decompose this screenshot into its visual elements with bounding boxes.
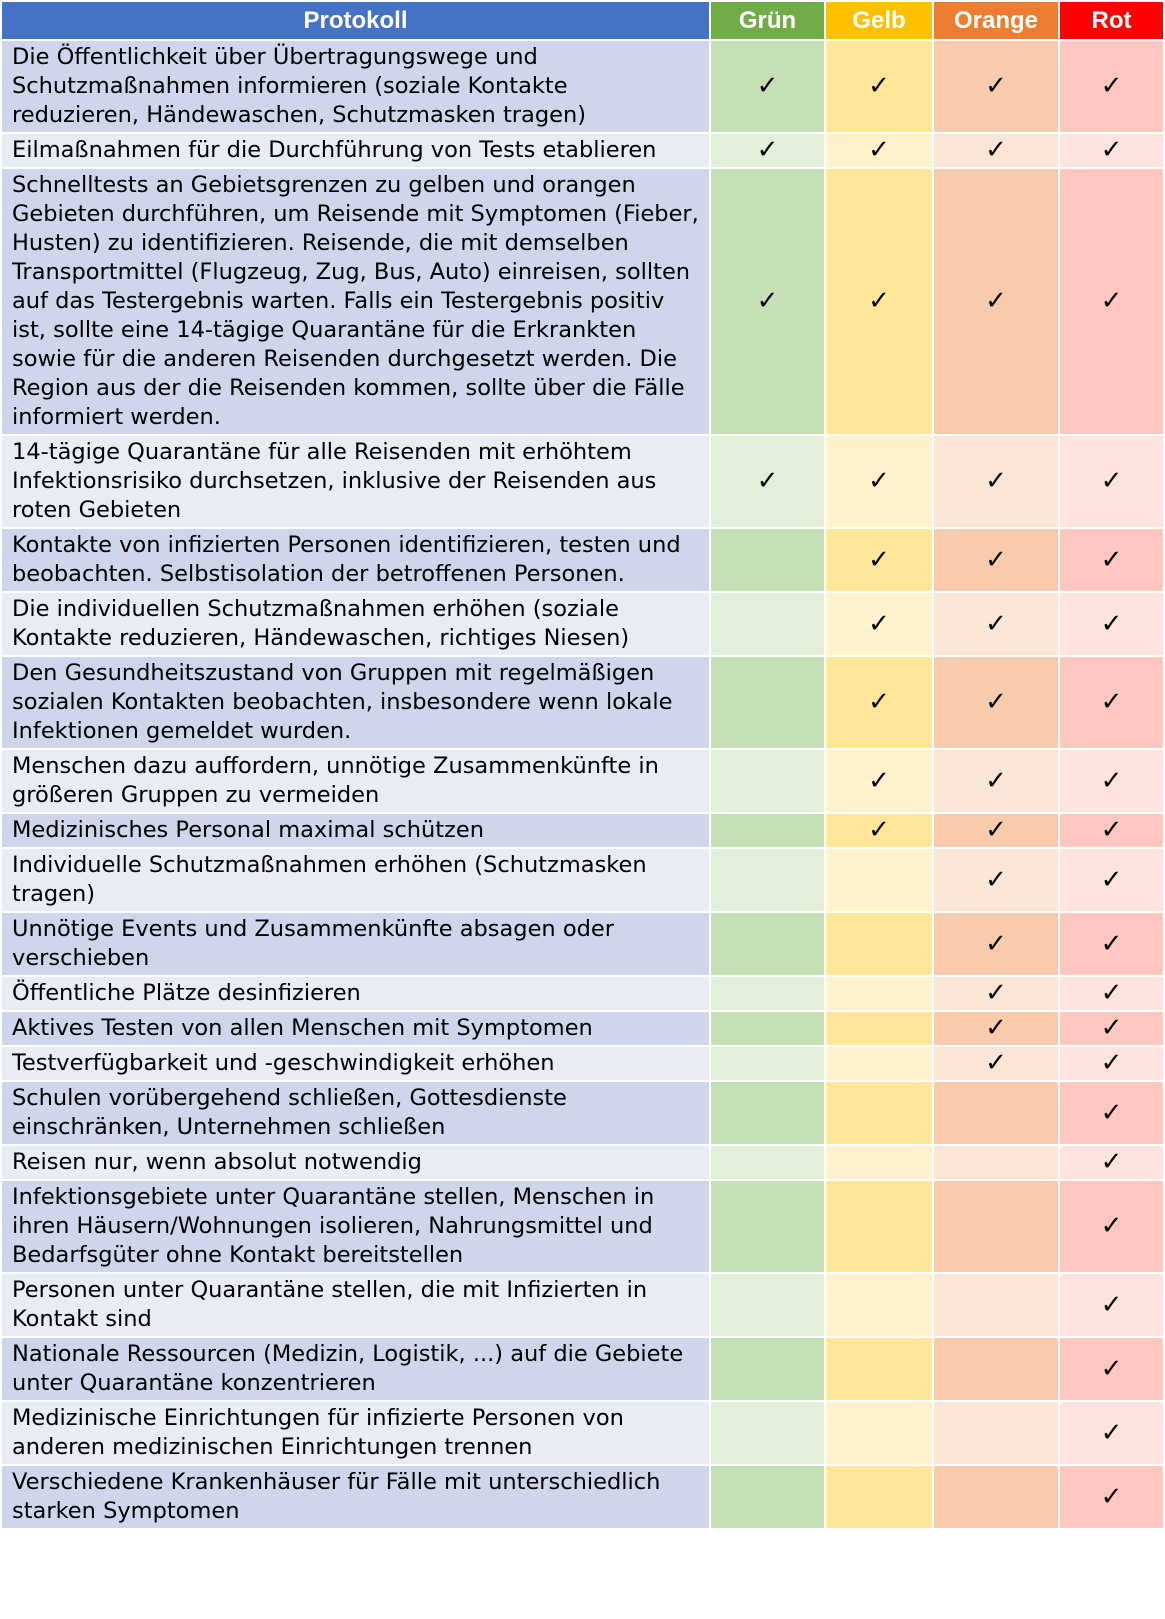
- table-row: [2, 134, 1163, 167]
- protocol-text: Infektionsgebiete unter Quarantäne stellen, Menschen in ihren Häusern/Wohnungen isolieren, Nahrungsmittel und Bedarfsgüter ohne Kontakt bereitstellen: [2, 1181, 709, 1272]
- yellow-check: ✓: [826, 529, 932, 591]
- table-row: [2, 1274, 1163, 1336]
- header-protocol: Protokoll: [2, 2, 709, 39]
- red-check: ✓: [1060, 436, 1163, 527]
- red-check: ✓: [1060, 1181, 1163, 1272]
- red-check: ✓: [1060, 529, 1163, 591]
- green-check: ✓: [711, 436, 824, 527]
- protocol-text: Individuelle Schutzmaßnahmen erhöhen (Schutzmasken tragen): [2, 849, 709, 911]
- table-row: [2, 1181, 1163, 1272]
- yellow-check: [826, 1146, 932, 1179]
- green-check: [711, 750, 824, 812]
- yellow-check: [826, 977, 932, 1010]
- table-row: [2, 913, 1163, 975]
- protocol-text: Personen unter Quarantäne stellen, die mit Infizierten in Kontakt sind: [2, 1274, 709, 1336]
- table-row: [2, 657, 1163, 748]
- protocol-text: Schulen vorübergehend schließen, Gottesdienste einschränken, Unternehmen schließen: [2, 1082, 709, 1144]
- orange-check: ✓: [934, 913, 1058, 975]
- yellow-check: ✓: [826, 436, 932, 527]
- red-check: ✓: [1060, 657, 1163, 748]
- table-row: [2, 1012, 1163, 1045]
- protocol-text: Menschen dazu auffordern, unnötige Zusammenkünfte in größeren Gruppen zu vermeiden: [2, 750, 709, 812]
- green-check: [711, 593, 824, 655]
- red-check: ✓: [1060, 1082, 1163, 1144]
- orange-check: [934, 1466, 1058, 1528]
- table-row: [2, 977, 1163, 1010]
- orange-check: ✓: [934, 814, 1058, 847]
- table-row: [2, 1402, 1163, 1464]
- yellow-check: ✓: [826, 169, 932, 434]
- red-check: ✓: [1060, 814, 1163, 847]
- header-yellow: Gelb: [826, 2, 932, 39]
- yellow-check: [826, 1181, 932, 1272]
- orange-check: ✓: [934, 593, 1058, 655]
- protocol-text: Eilmaßnahmen für die Durchführung von Tests etablieren: [2, 134, 709, 167]
- red-check: ✓: [1060, 1466, 1163, 1528]
- table-row: [2, 1047, 1163, 1080]
- red-check: ✓: [1060, 169, 1163, 434]
- red-check: ✓: [1060, 134, 1163, 167]
- header-green: Grün: [711, 2, 824, 39]
- orange-check: [934, 1338, 1058, 1400]
- red-check: ✓: [1060, 1338, 1163, 1400]
- header-orange: Orange: [934, 2, 1058, 39]
- yellow-check: ✓: [826, 41, 932, 132]
- protocol-text: Unnötige Events und Zusammenkünfte absagen oder verschieben: [2, 913, 709, 975]
- yellow-check: ✓: [826, 134, 932, 167]
- table-row: [2, 849, 1163, 911]
- protocol-text: Öffentliche Plätze desinfizieren: [2, 977, 709, 1010]
- red-check: ✓: [1060, 1146, 1163, 1179]
- green-check: [711, 1402, 824, 1464]
- protocol-text: Schnelltests an Gebietsgrenzen zu gelben und orangen Gebieten durchführen, um Reisende mit Symptomen (Fieber, Husten) zu identifizieren. Reisende, die mit demselben Transportmittel (Flugzeug, Zug, Bus, Auto) einreisen, sollten auf das Testergebnis warten. Falls ein Testergebnis positiv ist, sollte eine 14-tägige Quarantäne für die Erkrankten sowie für die anderen Reisenden durchgesetzt werden. Die Region aus der die Reisenden kommen, sollte über die Fälle informiert werden.: [2, 169, 709, 434]
- red-check: ✓: [1060, 41, 1163, 132]
- orange-check: ✓: [934, 657, 1058, 748]
- green-check: [711, 1338, 824, 1400]
- yellow-check: [826, 1402, 932, 1464]
- green-check: [711, 529, 824, 591]
- yellow-check: [826, 1012, 932, 1045]
- red-check: ✓: [1060, 913, 1163, 975]
- yellow-check: [826, 913, 932, 975]
- red-check: ✓: [1060, 750, 1163, 812]
- table-row: [2, 1466, 1163, 1528]
- orange-check: [934, 1181, 1058, 1272]
- orange-check: [934, 1146, 1058, 1179]
- green-check: [711, 1181, 824, 1272]
- table-row: [2, 593, 1163, 655]
- orange-check: ✓: [934, 849, 1058, 911]
- table-body: [2, 41, 1163, 1528]
- orange-check: ✓: [934, 134, 1058, 167]
- protocol-text: Aktives Testen von allen Menschen mit Symptomen: [2, 1012, 709, 1045]
- header-red: Rot: [1060, 2, 1163, 39]
- green-check: [711, 1274, 824, 1336]
- table-row: [2, 41, 1163, 132]
- red-check: ✓: [1060, 1047, 1163, 1080]
- orange-check: [934, 1082, 1058, 1144]
- table-row: [2, 814, 1163, 847]
- table-row: [2, 1146, 1163, 1179]
- green-check: [711, 1012, 824, 1045]
- yellow-check: [826, 849, 932, 911]
- protocol-text: Den Gesundheitszustand von Gruppen mit regelmäßigen sozialen Kontakten beobachten, insbesondere wenn lokale Infektionen gemeldet wurden.: [2, 657, 709, 748]
- green-check: ✓: [711, 169, 824, 434]
- green-check: [711, 849, 824, 911]
- protocol-text: Verschiedene Krankenhäuser für Fälle mit unterschiedlich starken Symptomen: [2, 1466, 709, 1528]
- orange-check: ✓: [934, 529, 1058, 591]
- red-check: ✓: [1060, 1402, 1163, 1464]
- yellow-check: [826, 1082, 932, 1144]
- protocol-text: Medizinisches Personal maximal schützen: [2, 814, 709, 847]
- orange-check: ✓: [934, 436, 1058, 527]
- red-check: ✓: [1060, 849, 1163, 911]
- orange-check: ✓: [934, 41, 1058, 132]
- yellow-check: [826, 1047, 932, 1080]
- table-row: [2, 1338, 1163, 1400]
- green-check: ✓: [711, 134, 824, 167]
- green-check: [711, 1047, 824, 1080]
- table-row: [2, 529, 1163, 591]
- yellow-check: [826, 1466, 932, 1528]
- yellow-check: [826, 1274, 932, 1336]
- protocol-text: Reisen nur, wenn absolut notwendig: [2, 1146, 709, 1179]
- yellow-check: [826, 1338, 932, 1400]
- yellow-check: ✓: [826, 593, 932, 655]
- green-check: [711, 1082, 824, 1144]
- protocol-text: 14-tägige Quarantäne für alle Reisenden mit erhöhtem Infektionsrisiko durchsetzen, inklusive der Reisenden aus roten Gebieten: [2, 436, 709, 527]
- header-row: [2, 2, 1163, 39]
- orange-check: [934, 1402, 1058, 1464]
- yellow-check: ✓: [826, 814, 932, 847]
- yellow-check: ✓: [826, 750, 932, 812]
- protocol-text: Kontakte von infizierten Personen identifizieren, testen und beobachten. Selbstisolation der betroffenen Personen.: [2, 529, 709, 591]
- orange-check: ✓: [934, 1012, 1058, 1045]
- green-check: [711, 814, 824, 847]
- protocol-text: Nationale Ressourcen (Medizin, Logistik, ...) auf die Gebiete unter Quarantäne konzentrieren: [2, 1338, 709, 1400]
- orange-check: ✓: [934, 1047, 1058, 1080]
- red-check: ✓: [1060, 1012, 1163, 1045]
- red-check: ✓: [1060, 977, 1163, 1010]
- table-row: [2, 169, 1163, 434]
- green-check: [711, 913, 824, 975]
- green-check: ✓: [711, 41, 824, 132]
- green-check: [711, 1146, 824, 1179]
- table-row: [2, 750, 1163, 812]
- red-check: ✓: [1060, 1274, 1163, 1336]
- protocol-text: Die Öffentlichkeit über Übertragungswege und Schutzmaßnahmen informieren (soziale Kontakte reduzieren, Händewaschen, Schutzmasken tragen): [2, 41, 709, 132]
- table-row: [2, 436, 1163, 527]
- red-check: ✓: [1060, 593, 1163, 655]
- protocol-text: Die individuellen Schutzmaßnahmen erhöhen (soziale Kontakte reduzieren, Händewaschen, richtiges Niesen): [2, 593, 709, 655]
- green-check: [711, 1466, 824, 1528]
- orange-check: ✓: [934, 977, 1058, 1010]
- protocol-text: Testverfügbarkeit und -geschwindigkeit erhöhen: [2, 1047, 709, 1080]
- orange-check: ✓: [934, 169, 1058, 434]
- orange-check: ✓: [934, 750, 1058, 812]
- yellow-check: ✓: [826, 657, 932, 748]
- green-check: [711, 977, 824, 1010]
- orange-check: [934, 1274, 1058, 1336]
- protocol-text: Medizinische Einrichtungen für infizierte Personen von anderen medizinischen Einrichtungen trennen: [2, 1402, 709, 1464]
- table-row: [2, 1082, 1163, 1144]
- green-check: [711, 657, 824, 748]
